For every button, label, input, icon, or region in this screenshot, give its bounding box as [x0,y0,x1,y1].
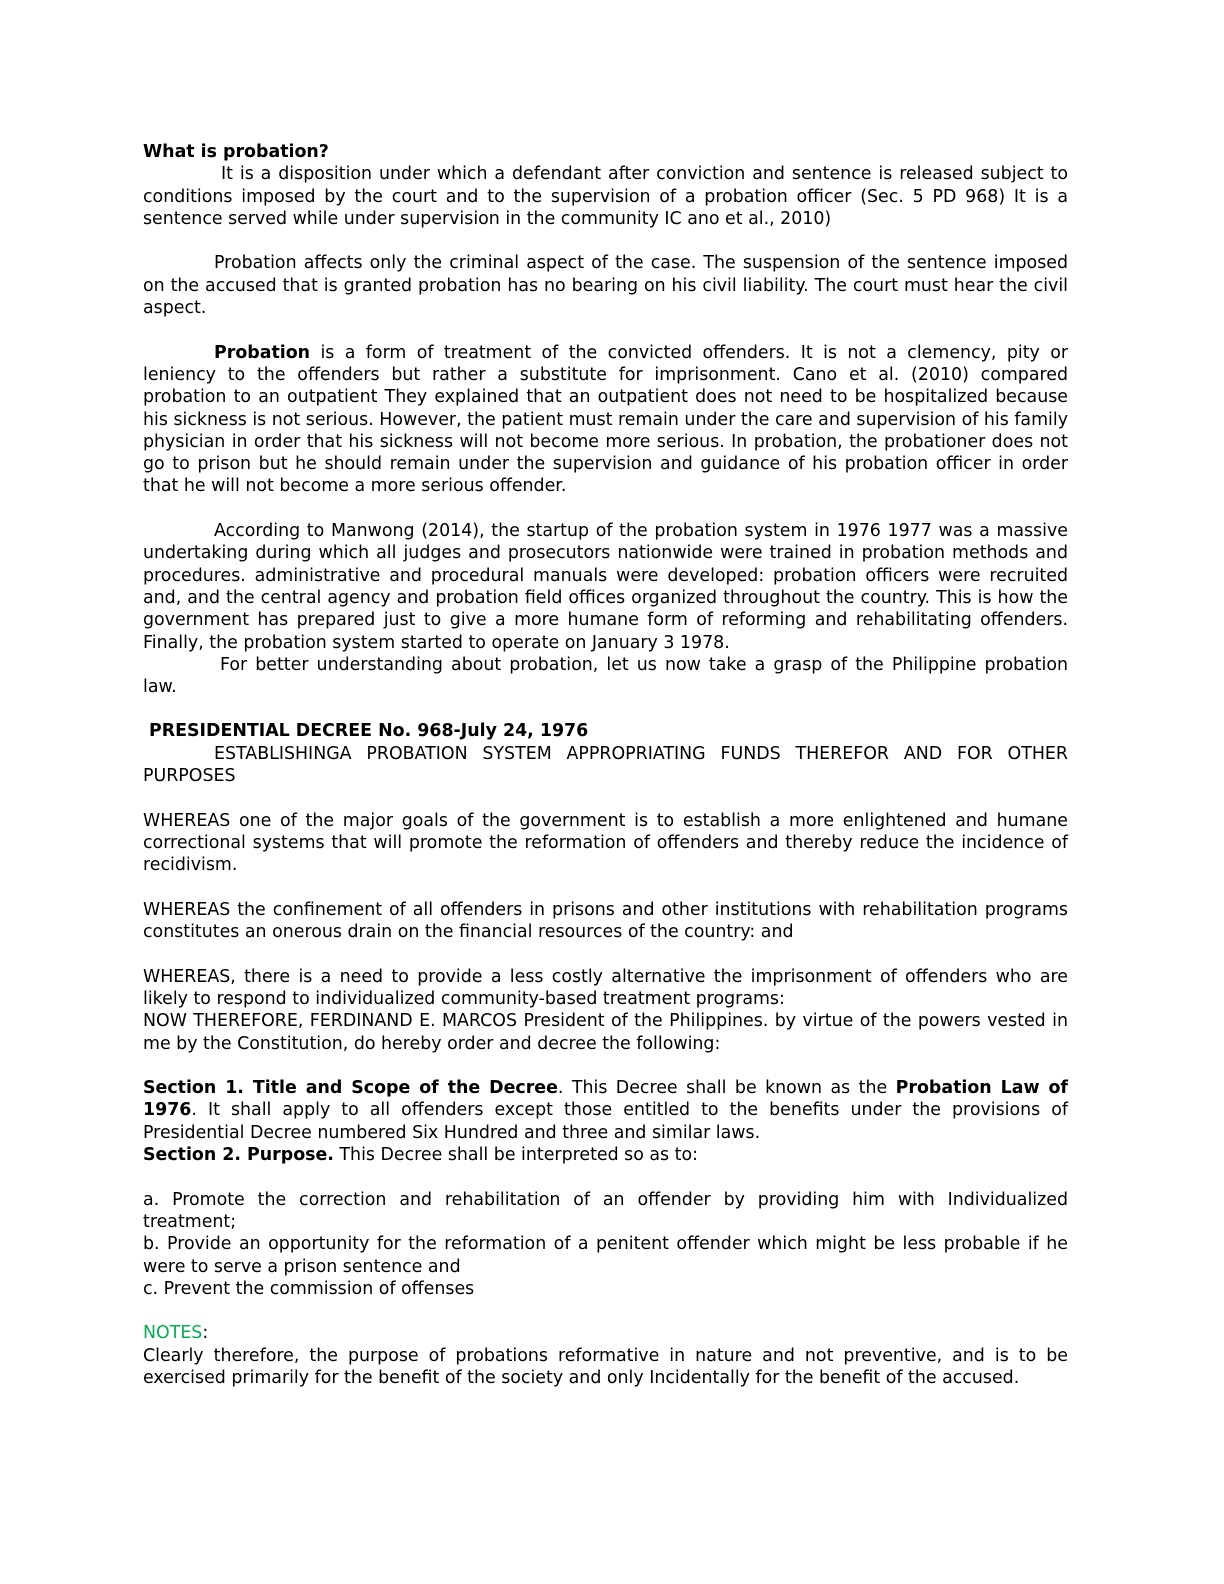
decree-subtitle: ESTABLISHINGA PROBATION SYSTEM APPROPRIATING FUNDS THEREFOR AND FOR OTHER PURPOSES [143,743,1068,787]
whereas-clause-3: WHEREAS, there is a need to provide a less costly alternative the imprisonment of offenders who are likely to respond to individualized community-based treatment programs: [143,966,1068,1009]
notes-label: NOTES [143,1323,203,1344]
spacer [143,877,1068,899]
spacer [143,698,1068,712]
paragraph-transition: For better understanding about probation, let us now take a grasp of the Philippine probation law. [143,654,1068,698]
paragraph-criminal-aspect: Probation affects only the criminal aspect of the case. The suspension of the sentence imposed on the accused that is granted probation has no bearing on his civil liability. The court must hear the civil aspect. [143,253,1068,319]
section-1-text-b: . It shall apply to all offenders except those entitled to the benefits under the provisions of Presidential Decree numbered Six Hundred and three and similar laws. [143,1100,1068,1143]
heading-what-is-probation: What is probation? [143,142,329,162]
spacer [143,498,1068,520]
spacer [143,230,1068,252]
spacer [143,319,1068,341]
spacer [143,1300,1068,1322]
spacer [143,1166,1068,1188]
paragraph-treatment [143,342,1068,498]
paragraph-definition: It is a disposition under which a defendant after conviction and sentence is released subject to conditions imposed by the court and to the supervision of a probation officer (Sec. 5 PD 968) It is a sentence served while under supervision in the community IC ano et al., 2010) [143,164,1068,229]
notes-text: Clearly therefore, the purpose of probations reformative in nature and not preventive, and is to be exercised primarily for the benefit of the society and only Incidentally for the benefit of the accused. [143,1345,1068,1389]
section-1-text-a: . This Decree shall be known as the [557,1078,896,1099]
spacer [143,1055,1068,1077]
section-2-text: This Decree shall be interpreted so as to: [333,1145,698,1166]
notes-heading [143,1322,1068,1344]
whereas-clause-1: WHEREAS one of the major goals of the government is to establish a more enlightened and humane correctional systems that will promote the reformation of offenders and thereby reduce the incidence of recidivism. [143,810,1068,876]
section-2 [143,1144,1068,1166]
section-1-law-name: Probation Law of 1976 [143,1078,1069,1121]
decree-title: PRESIDENTIAL DECREE No. 968-July 24, 1976 [149,721,589,742]
spacer [143,943,1068,965]
now-therefore-clause: NOW THEREFORE, FERDINAND E. MARCOS President of the Philippines. by virtue of the powers vested in me by the Constitution, do hereby order and decree the following: [143,1011,1068,1054]
section-2-title: Section 2. Purpose. [143,1145,334,1166]
document-page [143,141,1068,1389]
paragraph-treatment-text: is a form of treatment of the convicted offenders. It is not a clemency, pity or leniency to the offenders but rather a substitute for imprisonment. Cano et al. (2010) compared probation to an outpatient They explained that an outpatient does not need to be hospitalized because his sickness is not serious. However, the patient must remain under the care and supervision of his family physician in order that his sickness will not become more serious. In probation, the probationer does not go to prison but he should remain under the supervision and guidance of his probation officer in order that he will not become a more serious offender. [143,342,1068,497]
list-item: b. Provide an opportunity for the reformation of a penitent offender which might be less probable if he were to serve a prison sentence and [143,1234,1068,1277]
list-item: c. Prevent the commission of offenses [143,1278,475,1299]
paragraph-history: According to Manwong (2014), the startup of the probation system in 1976 1977 was a massive undertaking during which all judges and prosecutors nationwide were trained in probation methods and procedures. administrative and procedural manuals were developed: probation officers were recruited and, and the central agency and probation field offices organized throughout the country. This is how the government has prepared just to give a more humane form of reforming and rehabilitating offenders. Finally, the probation system started to operate on January 3 1978. [143,521,1068,653]
notes-colon: : [202,1323,209,1344]
probation-term: Probation [214,342,311,363]
whereas-clause-2: WHEREAS the confinement of all offenders in prisons and other institutions with rehabilitation programs constitutes an onerous drain on the financial resources of the country: and [143,899,1068,943]
list-item: a. Promote the correction and rehabilitation of an offender by providing him with Individualized treatment; [143,1189,1068,1232]
spacer [143,787,1068,809]
section-1-title: Section 1. Title and Scope of the Decree [143,1078,558,1099]
section-1 [143,1077,1068,1144]
